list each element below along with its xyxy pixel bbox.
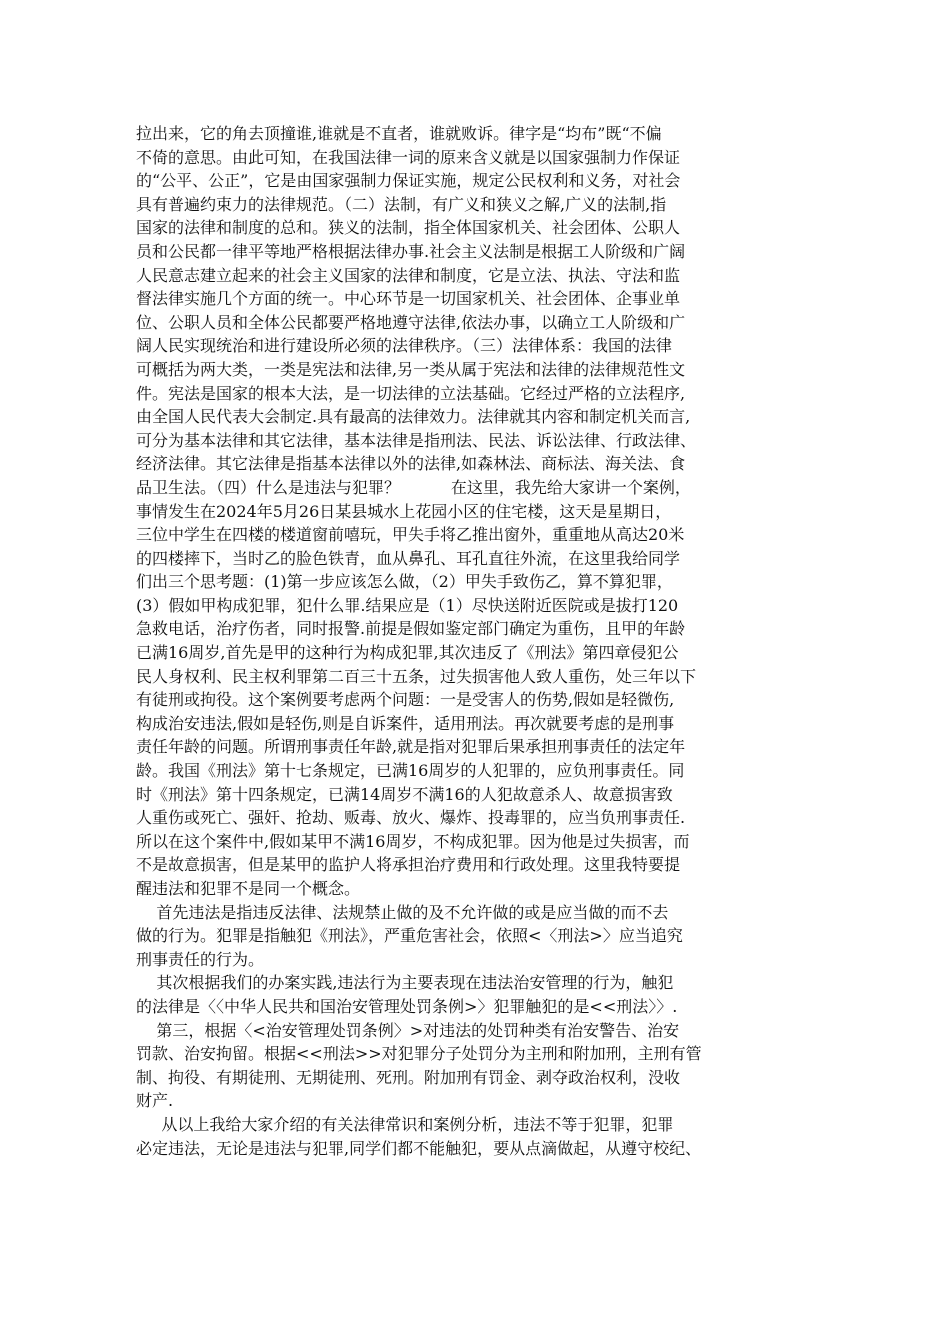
text-line: 民人身权利、民主权利罪第二百三十五条，过失损害他人致人重伤，处三年以下 [136, 666, 697, 686]
text-line: 督法律实施几个方面的统一。中心环节是一切国家机关、社会团体、企事业单 [136, 289, 681, 309]
text-line: 首先违法是指违反法律、法规禁止做的及不允许做的或是应当做的而不去 [136, 902, 669, 922]
text-line: 醒违法和犯罪不是同一个概念。 [136, 879, 361, 898]
text-line: 刑事责任的行为。 [136, 949, 265, 969]
text-line: 由全国人民代表大会制定.具有最高的法律效力。法律就其内容和制定机关而言, [136, 407, 691, 427]
text-line: 有徒刑或拘役。这个案例要考虑两个问题：一是受害人的伤势,假如是轻微伤, [136, 690, 675, 710]
text-line: 第三，根据〈<治安管理处罚条例〉>对违法的处罚种类有治安警告、治安 [136, 1020, 680, 1040]
text-line: 拉出来，它的角去顶撞谁,谁就是不直者，谁就败诉。律字是“均布”既“不偏 [136, 124, 662, 143]
text-line: 罚款、治安拘留。根据<<刑法>>对犯罪分子处罚分为主刑和附加刑，主刑有管 [136, 1044, 702, 1064]
text-line: 制、拘役、有期徒刑、无期徒刑、死刑。附加刑有罚金、剥夺政治权利，没收 [136, 1067, 681, 1087]
text-line: 品卫生法。（四）什么是违法与犯罪？ 在这里，我先给大家讲一个案例， [136, 477, 691, 497]
text-line: 可分为基本法律和其它法律，基本法律是指刑法、民法、诉讼法律、行政法律、 [136, 430, 697, 450]
text-line: 阔人民实现统治和进行建设所必须的法律秩序。（三）法律体系：我国的法律 [136, 336, 673, 356]
text-line: 的“公平、公正”，它是由国家强制力保证实施，规定公民权利和义务，对社会 [136, 171, 681, 191]
text-line: 不是故意损害，但是某甲的监护人将承担治疗费用和行政处理。这里我特要提 [136, 855, 681, 875]
text-line: 国家的法律和制度的总和。狭义的法制，指全体国家机关、社会团体、公职人 [136, 218, 681, 238]
text-line: 经济法律。其它法律是指基本法律以外的法律,如森林法、商标法、海关法、食 [136, 454, 686, 474]
text-line: (3）假如甲构成犯罪，犯什么罪.结果应是（1）尽快送附近医院或是拔打120 [136, 595, 679, 615]
text-line: 龄。我国《刑法》第十七条规定，已满16周岁的人犯罪的，应负刑事责任。同 [136, 761, 685, 781]
text-line: 做的行为。犯罪是指触犯《刑法》，严重危害社会，依照<〈刑法>〉应当追究 [136, 926, 683, 946]
text-line: 不倚的意思。由此可知，在我国法律一词的原来含义就是以国家强制力作保证 [136, 147, 681, 167]
text-line: 们出三个思考题：(1)第一步应该怎么做，（2）甲失手致伤乙，算不算犯罪， [136, 572, 673, 592]
text-line: 从以上我给大家介绍的有关法律常识和案例分析，违法不等于犯罪，犯罪 [136, 1114, 674, 1134]
text-line: 急救电话，治疗伤者，同时报警.前提是假如鉴定部门确定为重伤，且甲的年龄 [136, 619, 686, 639]
text-line: 位、公职人员和全体公民都要严格地遵守法律,依法办事，以确立工人阶级和广 [136, 312, 686, 332]
text-line: 事情发生在2024年5月26日某县城水上花园小区的住宅楼，这天是星期日， [136, 501, 672, 521]
text-line: 的法律是〈〈中华人民共和国治安管理处罚条例>〉犯罪触犯的是<<刑法〉〉. [136, 996, 678, 1016]
text-line: 具有普遍约束力的法律规范。（二）法制，有广义和狭义之解,广义的法制,指 [136, 194, 667, 214]
document-body [136, 122, 816, 1160]
text-line: 构成治安违法,假如是轻伤,则是自诉案件，适用刑法。再次就要考虑的是刑事 [136, 713, 675, 733]
text-line: 件。宪法是国家的根本大法，是一切法律的立法基础。它经过严格的立法程序, [136, 383, 686, 403]
text-line: 时《刑法》第十四条规定，已满14周岁不满16的人犯故意杀人、故意损害致 [136, 784, 673, 804]
text-line: 责任年龄的问题。所谓刑事责任年龄,就是指对犯罪后果承担刑事责任的法定年 [136, 737, 686, 757]
text-line: 三位中学生在四楼的楼道窗前嘻玩，甲失手将乙推出窗外，重重地从高达20米 [136, 525, 685, 545]
text-line: 人重伤或死亡、强奸、抢劫、贩毒、放火、爆炸、投毒罪的，应当负刑事责任. [136, 808, 686, 828]
text-line: 财产. [136, 1091, 174, 1111]
text-line: 可概括为两大类，一类是宪法和法律,另一类从属于宪法和法律的法律规范性文 [136, 359, 686, 379]
text-line: 已满16周岁,首先是甲的这种行为构成犯罪,其次违反了《刑法》第四章侵犯公 [136, 643, 679, 663]
text-line: 其次根据我们的办案实践,违法行为主要表现在违法治安管理的行为，触犯 [136, 973, 674, 993]
text-line: 人民意志建立起来的社会主义国家的法律和制度，它是立法、执法、守法和监 [136, 265, 681, 285]
text-line: 的四楼摔下，当时乙的脸色铁青，血从鼻孔、耳孔直往外流，在这里我给同学 [136, 548, 681, 568]
text-line: 必定违法，无论是违法与犯罪,同学们都不能触犯，要从点滴做起，从遵守校纪、 [136, 1138, 702, 1158]
text-line: 所以在这个案件中,假如某甲不满16周岁，不构成犯罪。因为他是过失损害，而 [136, 831, 690, 851]
text-line: 员和公民都一律平等地严格根据法律办事.社会主义法制是根据工人阶级和广阔 [136, 241, 686, 261]
